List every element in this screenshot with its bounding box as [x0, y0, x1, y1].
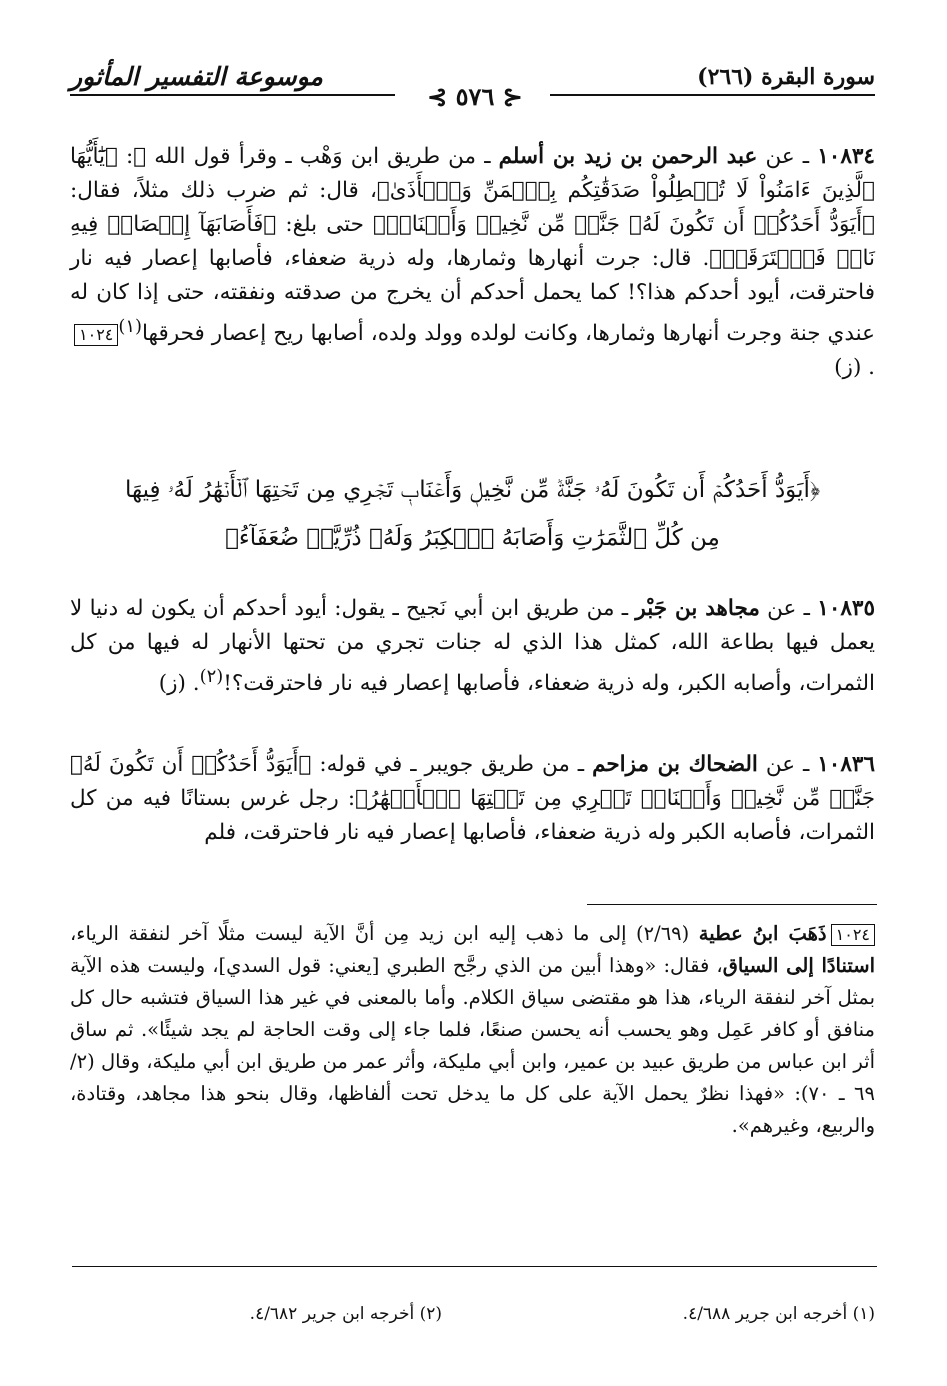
- narrator-name: عبد الرحمن بن زيد بن أسلم: [498, 144, 758, 169]
- footnote-marker: (١): [118, 316, 142, 337]
- entry-number: ١٠٨٣٤: [817, 144, 875, 169]
- header-rule-left: [70, 94, 395, 96]
- commentary-note: ١٠٢٤ذَهَبَ ابنُ عطية (٢/٦٩) إلى ما ذهب إليه ابن زيد مِن أنَّ الآية ليست مثلًا آخر لنفقة الرياء، استنادًا إلى السياق، فقال: «وهذا أبين من الذي رجَّح الطبري [يعني: قول السدي]، وليست هذه الآية بمثل آخر لنفقة الرياء، هذا هو مقتضى سياق الكلام. وأما بالمعنى في غير هذا السياق فتشبه حال كل منافق أو كافر عَمِل وهو يحسب أنه يحسن صنعًا، فلما جاء إلى وقت الحاجة لم يجد شيئًا». ثم ساق أثر ابن عباس من طريق عبيد بن عمير، وابن أبي مليكة، وأثر عمر من طريق ابن أبي مليكة، وقال (٢/ ٦٩ ـ ٧٠): «فهذا نظرٌ يحمل الآية على كل ما يدخل تحت ألفاظها، وقال بنحو هذا مجاهد، وقتادة، والربيع، وغيرهم».: [70, 922, 876, 1137]
- verse-line: مِن كُلِّ ٱلثَّمَرَٰتِ وَأَصَابَهُ ٱلۡكِبَرُ وَلَهُۥ ذُرِّيَّةٞ ضُعَفَآءُ﴾: [225, 525, 720, 551]
- surah-name: سورة البقرة: [761, 64, 875, 90]
- footnote-separator: [72, 1266, 877, 1267]
- entry-number: ١٠٨٣٥: [817, 596, 876, 621]
- scholar-name: ذَهَبَ ابنُ عطية: [698, 922, 827, 945]
- quran-verse: [95, 466, 850, 562]
- footnote-2: (٢) أخرجه ابن جرير ٤/٦٨٢.: [249, 1304, 442, 1324]
- verse-line: ﴿أَيَوَدُّ أَحَدُكُمۡ أَن تَكُونَ لَهُۥ جَنَّةٞ مِّن نَّخِيلٖ وَأَعۡنَابٖ تَجۡرِي مِن تَحۡتِهَا ٱلۡأَنۡهَٰرُ لَهُۥ فِيهَا: [124, 477, 821, 503]
- reasoning-label: استنادًا إلى السياق: [722, 954, 876, 977]
- header-rule-right: [550, 94, 875, 96]
- surah-heading: [697, 64, 875, 90]
- book-title: موسوعة التفسير المأثور: [70, 62, 323, 91]
- ornament-icon: ⊰: [494, 82, 523, 111]
- entry-number: ١٠٨٣٦: [817, 752, 875, 777]
- footnote-marker: (٢): [199, 666, 224, 687]
- note-box: ١٠٢٤: [831, 924, 875, 946]
- note-ref-box: ١٠٢٤: [74, 324, 118, 346]
- footnote-1: (١) أخرجه ابن جرير ٤/٦٨٨.: [682, 1304, 875, 1324]
- narrator-name: الضحاك بن مزاحم: [592, 752, 758, 777]
- narrator-name: مجاهد بن جَبْر: [635, 596, 760, 621]
- note-separator: [587, 904, 877, 905]
- page-number: ⊰ ٥٧٦ ⊱: [427, 82, 523, 111]
- verse-number: (٢٦٦): [697, 64, 754, 90]
- entry-10834: ١٠٨٣٤ ـ عن عبد الرحمن بن زيد بن أسلم ـ من طريق ابن وَهْب ـ وقرأ قول الله ﷻ: ﴿يَٰٓأَيُّهَا ٱلَّذِينَ ءَامَنُواْ لَا تُبۡطِلُواْ صَدَقَٰتِكُم بِٱلۡمَنِّ وَٱلۡأَذَىٰ﴾، قال: ثم ضرب ذلك مثلاً، فقال: ﴿أَيَوَدُّ أَحَدُكُمۡ أَن تَكُونَ لَهُۥ جَنَّةٞ مِّن نَّخِيلٖ وَأَعۡنَابٖ﴾ حتى بلغ: ﴿فَأَصَابَهَآ إِعۡصَارٞ فِيهِ نَارٞ فَٱحۡتَرَقَتۡ﴾. قال: جرت أنهارها وثمارها، وله ذرية ضعفاء، فأصابها إعصار فيه نار فاحترقت، أيود أحدكم هذا؟! كما يحمل أحدكم أن يخرج من صدقته ونفقته، حتى إذا كان له عندي جنة وجرت أنهارها وثمارها، وكانت لولده وولد ولده، أصابها ريح إعصار فحرقها$^{(١)}$١٠٢٤. (ز): [70, 144, 875, 381]
- entry-10836: ١٠٨٣٦ ـ عن الضحاك بن مزاحم ـ من طريق جويبر ـ في قوله: ﴿أَيَوَدُّ أَحَدُكُمۡ أَن تَكُونَ لَهُۥ جَنَّةٞ مِّن نَّخِيلٖ وَأَعۡنَابٖ تَجۡرِي مِن تَحۡتِهَا ٱلۡأَنۡهَٰرُ﴾: رجل غرس بستانًا فيه من كل الثمرات، فأصابه الكبر وله ذرية ضعفاء، فأصابها إعصار فيه نار فاحترقت، فلم: [70, 752, 875, 845]
- ornament-icon: ⊱: [427, 82, 456, 111]
- entry-10835: ١٠٨٣٥ ـ عن مجاهد بن جَبْر ـ من طريق ابن أبي نَجيح ـ يقول: أيود أحدكم أن يكون له دنيا لا يعمل فيها بطاعة الله، كمثل هذا الذي له جنات تجري من تحتها الأنهار له فيها من كل الثمرات، وأصابه الكبر، وله ذرية ضعفاء، فأصابها إعصار فيه نار فاحترقت؟!$^{(٢)}$. (ز): [70, 596, 876, 697]
- running-header: [70, 50, 875, 110]
